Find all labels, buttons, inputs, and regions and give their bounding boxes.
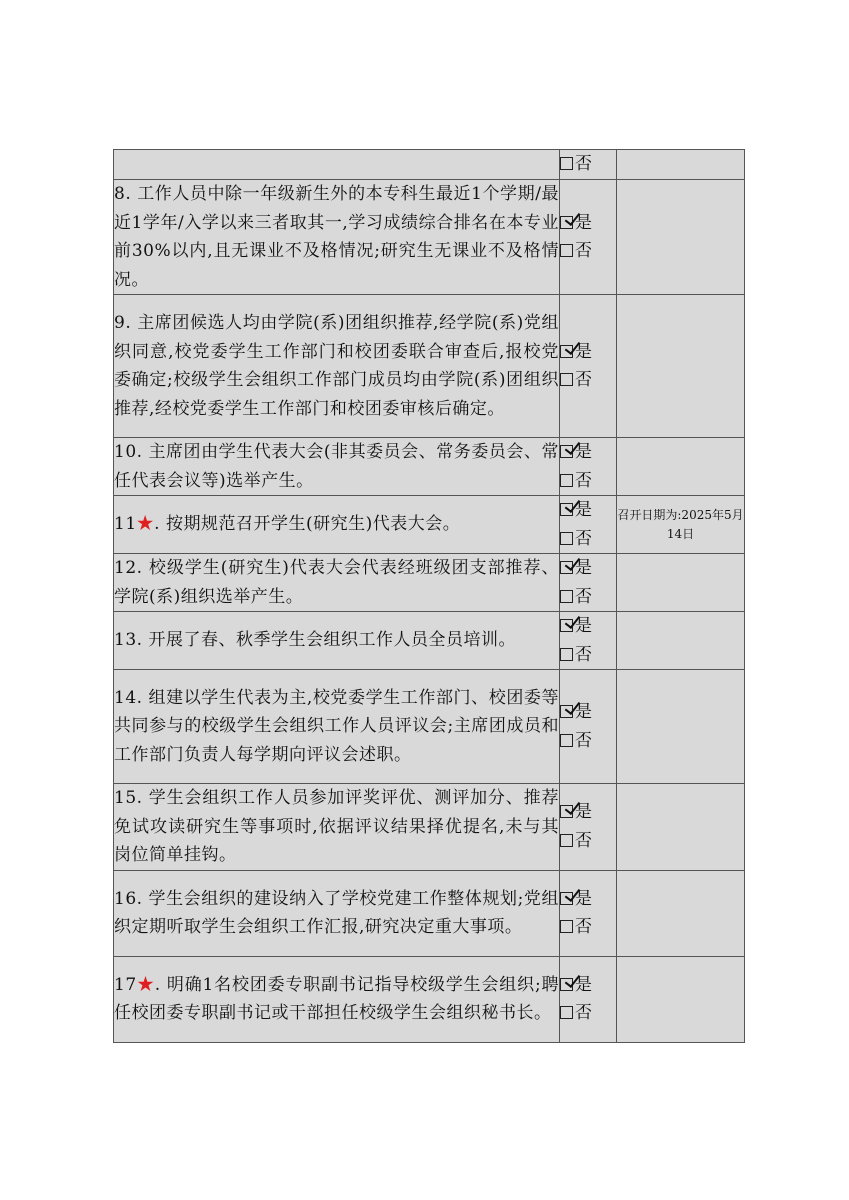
checkbox-icon[interactable] [560, 834, 573, 847]
note-cell [617, 670, 745, 784]
check-cell [560, 670, 617, 784]
item-text [114, 150, 560, 180]
checklist-row [114, 670, 745, 784]
option-no[interactable]: 否 [560, 525, 616, 554]
checkbox-icon[interactable] [560, 244, 573, 257]
item-text: 12. 校级学生(研究生)代表大会代表经班级团支部推荐、学院(系)组织选举产生。 [114, 554, 560, 612]
note-cell [617, 870, 745, 956]
option-yes[interactable]: 是 [560, 798, 616, 827]
checkbox-checked-icon[interactable] [560, 561, 573, 574]
checklist-row [114, 870, 745, 956]
checkbox-icon[interactable] [560, 157, 573, 170]
check-cell [560, 150, 617, 180]
checklist-row [114, 295, 745, 438]
item-text: 13. 开展了春、秋季学生会组织工作人员全员培训。 [114, 612, 560, 670]
item-text: 14. 组建以学生代表为主,校党委学生工作部门、校团委等共同参与的校级学生会组织工作人员评议会;主席团成员和工作部门负责人每学期向评议会述职。 [114, 670, 560, 784]
checkbox-icon[interactable] [560, 532, 573, 545]
red-star-icon: 11★ [114, 514, 155, 535]
checkbox-checked-icon[interactable] [560, 619, 573, 632]
checklist-row [114, 438, 745, 496]
option-no[interactable]: 否 [560, 583, 616, 612]
checklist-row [114, 180, 745, 295]
option-no[interactable]: 否 [560, 366, 616, 395]
checklist-table [113, 149, 745, 1043]
checkbox-checked-icon[interactable] [560, 978, 573, 991]
note-cell [617, 438, 745, 496]
option-no[interactable]: 否 [560, 727, 616, 756]
note-cell [617, 295, 745, 438]
note-cell [617, 784, 745, 871]
checklist-row [114, 612, 745, 670]
check-cell [560, 496, 617, 554]
note-cell [617, 180, 745, 295]
note-cell: 召开日期为:2025年5月14日 [617, 496, 745, 554]
option-no[interactable]: 否 [560, 913, 616, 942]
checklist-row [114, 150, 745, 180]
option-no[interactable]: 否 [560, 467, 616, 496]
item-text: 8. 工作人员中除一年级新生外的本专科生最近1个学期/最近1学年/入学以来三者取其一,学习成绩综合排名在本专业前30%以内,且无课业不及格情况;研究生无课业不及格情况。 [114, 180, 560, 295]
option-yes[interactable]: 是 [560, 496, 616, 525]
check-cell [560, 180, 617, 295]
checkbox-icon[interactable] [560, 734, 573, 747]
checkbox-checked-icon[interactable] [560, 216, 573, 229]
item-text: 16. 学生会组织的建设纳入了学校党建工作整体规划;党组织定期听取学生会组织工作汇报,研究决定重大事项。 [114, 870, 560, 956]
checkbox-icon[interactable] [560, 920, 573, 933]
option-no[interactable]: 否 [560, 237, 616, 266]
checkbox-checked-icon[interactable] [560, 445, 573, 458]
check-cell [560, 438, 617, 496]
item-text: 11★. 按期规范召开学生(研究生)代表大会。 [114, 496, 560, 554]
check-cell [560, 554, 617, 612]
check-cell [560, 956, 617, 1042]
note-cell [617, 612, 745, 670]
check-cell [560, 612, 617, 670]
check-cell [560, 784, 617, 871]
option-yes[interactable]: 是 [560, 209, 616, 238]
checkbox-checked-icon[interactable] [560, 705, 573, 718]
item-text: 15. 学生会组织工作人员参加评奖评优、测评加分、推荐免试攻读研究生等事项时,依据评议结果择优提名,未与其岗位简单挂钩。 [114, 784, 560, 871]
note-cell [617, 956, 745, 1042]
checkbox-icon[interactable] [560, 474, 573, 487]
checkbox-checked-icon[interactable] [560, 805, 573, 818]
note-cell [617, 150, 745, 180]
checkbox-icon[interactable] [560, 373, 573, 386]
checkbox-checked-icon[interactable] [560, 503, 573, 516]
option-yes[interactable]: 是 [560, 338, 616, 367]
checklist-row [114, 956, 745, 1042]
option-yes[interactable]: 是 [560, 554, 616, 583]
checklist-row [114, 554, 745, 612]
check-cell [560, 295, 617, 438]
checkbox-icon[interactable] [560, 1006, 573, 1019]
option-no[interactable]: 否 [560, 150, 616, 179]
checkbox-icon[interactable] [560, 648, 573, 661]
option-yes[interactable]: 是 [560, 612, 616, 641]
option-no[interactable]: 否 [560, 999, 616, 1028]
checklist-row [114, 784, 745, 871]
option-no[interactable]: 否 [560, 641, 616, 670]
checklist-row [114, 496, 745, 554]
option-yes[interactable]: 是 [560, 698, 616, 727]
red-star-icon: 17★ [114, 974, 155, 995]
item-text: 10. 主席团由学生代表大会(非其委员会、常务委员会、常任代表会议等)选举产生。 [114, 438, 560, 496]
option-yes[interactable]: 是 [560, 971, 616, 1000]
checklist-body [114, 150, 745, 1043]
checkbox-checked-icon[interactable] [560, 892, 573, 905]
item-text: 9. 主席团候选人均由学院(系)团组织推荐,经学院(系)党组织同意,校党委学生工作部门和校团委联合审查后,报校党委确定;校级学生会组织工作部门成员均由学院(系)团组织推荐,经校党委学生工作部门和校团委审核后确定。 [114, 295, 560, 438]
check-cell [560, 870, 617, 956]
item-text: 17★. 明确1名校团委专职副书记指导校级学生会组织;聘任校团委专职副书记或干部担任校级学生会组织秘书长。 [114, 956, 560, 1042]
checkbox-icon[interactable] [560, 590, 573, 603]
option-yes[interactable]: 是 [560, 438, 616, 467]
note-cell [617, 554, 745, 612]
option-no[interactable]: 否 [560, 827, 616, 856]
option-yes[interactable]: 是 [560, 885, 616, 914]
checkbox-checked-icon[interactable] [560, 345, 573, 358]
